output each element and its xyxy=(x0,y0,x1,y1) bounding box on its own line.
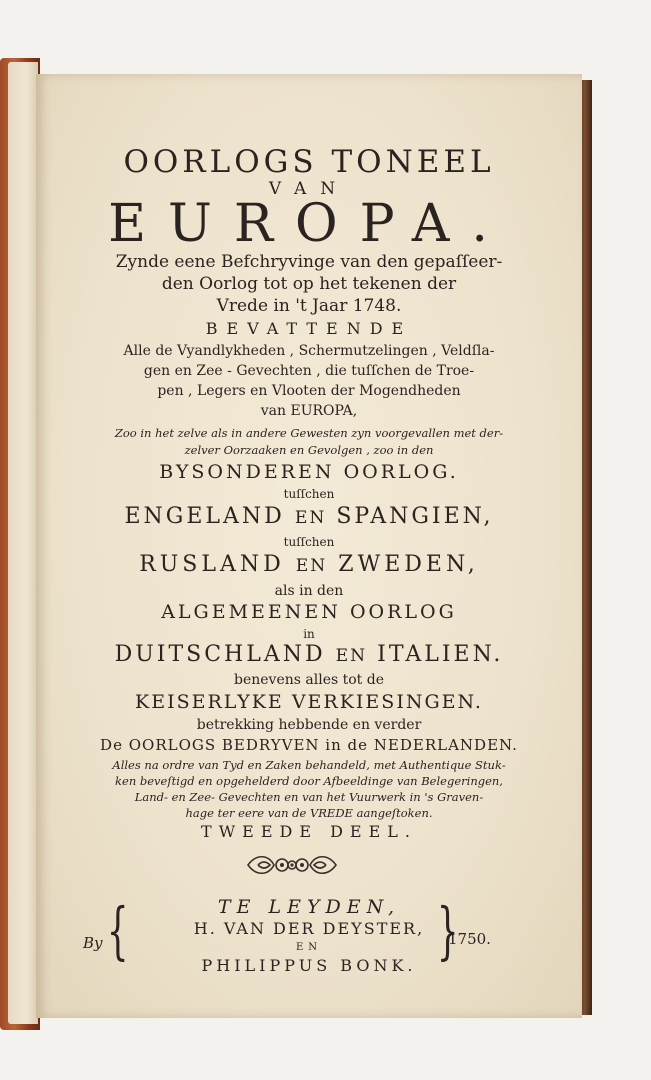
oorlogs-bedryven: De OORLOGS BEDRYVEN in de NEDERLANDEN. xyxy=(100,736,518,754)
en-3: EN xyxy=(335,646,368,666)
printer-1: H. VAN DER DEYSTER, xyxy=(193,919,425,938)
algemeenen-oorlog: ALGEMEENEN OORLOG xyxy=(161,601,457,623)
zweden: ZWEDEN, xyxy=(338,552,479,577)
subtitle-line-2: den Oorlog tot op het tekenen der xyxy=(161,274,457,294)
body-line-4: van EUROPA, xyxy=(260,403,358,419)
italic-line-6: hage ter eere van de VREDE aangeſtoken. xyxy=(185,806,433,820)
italic-line-1: Zoo in het zelve als in andere Gewesten zyn voorgevallen met der- xyxy=(114,426,504,440)
benevens: benevens alles tot de xyxy=(234,672,384,688)
title-line-3: EUROPA. xyxy=(108,194,510,254)
tusschen-1: tuſſchen xyxy=(283,487,335,501)
italic-line-4: ken beveſtigd en opgehelderd door Afbeeldinge van Belegeringen, xyxy=(115,774,503,788)
italic-line-3: Alles na ordre van Tyd en Zaken behandeld, met Authentique Stuk- xyxy=(112,758,506,772)
duitschland-italien xyxy=(36,642,582,667)
tusschen-2: tuſſchen xyxy=(283,535,335,549)
publication-year: 1750. xyxy=(448,930,491,948)
right-brace: } xyxy=(436,894,459,967)
betrekking: betrekking hebbende en verder xyxy=(196,717,422,733)
keiserlyke: KEISERLYKE VERKIESINGEN. xyxy=(135,691,483,713)
title-page xyxy=(36,74,582,1018)
printers-ornament-icon xyxy=(244,850,340,880)
rusland-zweden xyxy=(36,552,582,577)
body-line-2: gen en Zee - Gevechten , die tuſſchen de Troe- xyxy=(143,363,475,379)
bevattende-heading: BEVATTENDE xyxy=(205,319,413,338)
page-edge-left xyxy=(8,62,38,1024)
en-2: EN xyxy=(295,556,328,576)
subtitle-line-1: Zynde eene Befchryvinge van den gepaſſeer- xyxy=(115,252,503,272)
imprint-place: TE LEYDEN, xyxy=(217,896,401,918)
in: in xyxy=(303,627,315,641)
italien: ITALIEN. xyxy=(377,642,504,667)
printer-en: EN xyxy=(295,942,323,953)
engeland: ENGELAND xyxy=(124,504,285,529)
body-line-3: pen , Legers en Vlooten der Mogendheden xyxy=(157,383,461,399)
bysonderen-oorlog: BYSONDEREN OORLOG. xyxy=(159,461,459,483)
duitschland: DUITSCHLAND xyxy=(114,642,326,667)
left-brace: { xyxy=(106,894,129,967)
title-line-2: VAN xyxy=(268,179,350,199)
spangien: SPANGIEN, xyxy=(336,504,494,529)
en-1: EN xyxy=(294,508,327,528)
als-in-den: als in den xyxy=(274,583,344,599)
by-label: By xyxy=(83,934,103,952)
rusland: RUSLAND xyxy=(139,552,285,577)
subtitle-line-3: Vrede in 't Jaar 1748. xyxy=(216,296,402,316)
title-line-1: OORLOGS TONEEL xyxy=(123,144,495,180)
body-line-1: Alle de Vyandlykheden , Schermutzelingen , Veldſla- xyxy=(123,343,495,359)
italic-line-5: Land- en Zee- Gevechten en van het Vuurwerk in 's Graven- xyxy=(134,790,484,804)
italic-line-2: zelver Oorzaaken en Gevolgen , zoo in den xyxy=(184,443,434,457)
engeland-spangien xyxy=(36,504,582,529)
tweede-deel: TWEEDE DEEL. xyxy=(201,822,417,841)
printer-2: PHILIPPUS BONK. xyxy=(201,956,417,975)
